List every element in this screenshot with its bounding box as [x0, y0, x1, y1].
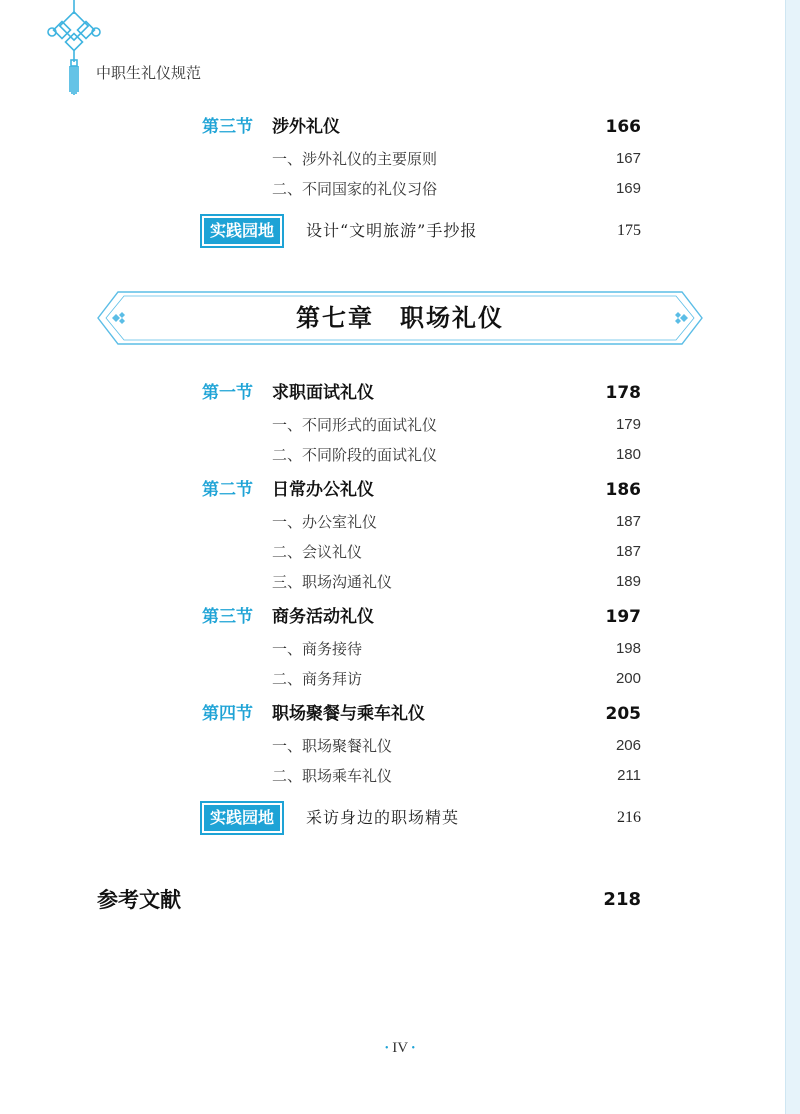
item-title: 二、商务拜访	[272, 670, 363, 688]
toc-item-row[interactable]	[0, 567, 800, 597]
toc-item-row[interactable]	[0, 440, 800, 470]
practice-badge: 实践园地	[202, 216, 282, 246]
item-page: 169	[615, 180, 641, 197]
section-label: 第三节	[202, 117, 253, 137]
item-page: 206	[615, 737, 641, 754]
references-title[interactable]: 参考文献	[97, 888, 181, 912]
section-title: 职场聚餐与乘车礼仪	[272, 704, 425, 724]
item-title: 一、涉外礼仪的主要原则	[272, 150, 438, 168]
page-number	[0, 1040, 800, 1057]
toc-item-row[interactable]	[0, 537, 800, 567]
item-page: 187	[615, 513, 641, 530]
section-page: 205	[605, 704, 641, 724]
item-title: 一、办公室礼仪	[272, 513, 378, 531]
chapter-title: 第七章 职场礼仪	[296, 304, 504, 332]
item-page: 187	[615, 543, 641, 560]
item-title: 二、不同阶段的面试礼仪	[272, 446, 438, 464]
toc-practice-row[interactable]	[0, 216, 800, 246]
practice-page: 216	[617, 809, 641, 826]
section-label: 第四节	[202, 704, 253, 724]
item-title: 二、职场乘车礼仪	[272, 767, 393, 785]
section-title: 求职面试礼仪	[272, 383, 374, 403]
section-page: 178	[605, 383, 641, 403]
section-title: 涉外礼仪	[272, 117, 340, 137]
toc-section-row[interactable]	[0, 602, 800, 632]
toc-section-row[interactable]	[0, 699, 800, 729]
toc-item-row[interactable]	[0, 144, 800, 174]
page-number-dot-left: •	[384, 1043, 389, 1055]
item-title: 一、不同形式的面试礼仪	[272, 416, 438, 434]
page-number-dot-right: •	[411, 1043, 416, 1055]
section-page: 186	[605, 480, 641, 500]
toc-item-row[interactable]	[0, 664, 800, 694]
toc-item-row[interactable]	[0, 410, 800, 440]
toc-practice-row[interactable]	[0, 803, 800, 833]
section-title: 商务活动礼仪	[272, 607, 374, 627]
page-number-text: IV	[392, 1040, 408, 1056]
practice-title: 采访身边的职场精英	[306, 808, 460, 827]
toc-section-row[interactable]	[0, 475, 800, 505]
item-page: 200	[615, 670, 641, 687]
chinese-knot-icon	[44, 0, 104, 96]
references-page: 218	[603, 889, 641, 910]
section-label: 第三节	[202, 607, 253, 627]
item-page: 198	[615, 640, 641, 657]
practice-badge: 实践园地	[202, 803, 282, 833]
section-title: 日常办公礼仪	[272, 480, 374, 500]
item-title: 三、职场沟通礼仪	[272, 573, 393, 591]
section-label: 第一节	[202, 383, 253, 403]
practice-page: 175	[617, 222, 641, 239]
item-page: 180	[615, 446, 641, 463]
item-page: 167	[615, 150, 641, 167]
toc-item-row[interactable]	[0, 174, 800, 204]
toc-item-row[interactable]	[0, 761, 800, 791]
item-title: 二、不同国家的礼仪习俗	[272, 180, 438, 198]
item-page: 179	[615, 416, 641, 433]
item-page: 189	[615, 573, 641, 590]
toc-item-row[interactable]	[0, 634, 800, 664]
book-title: 中职生礼仪规范	[96, 64, 202, 82]
toc-item-row[interactable]	[0, 731, 800, 761]
item-title: 一、职场聚餐礼仪	[272, 737, 393, 755]
item-title: 一、商务接待	[272, 640, 363, 658]
toc-item-row[interactable]	[0, 507, 800, 537]
toc-section-row[interactable]	[0, 112, 800, 142]
section-label: 第二节	[202, 480, 253, 500]
item-page: 211	[617, 767, 641, 784]
section-page: 166	[605, 117, 641, 137]
item-title: 二、会议礼仪	[272, 543, 363, 561]
section-page: 197	[605, 607, 641, 627]
toc-section-row[interactable]	[0, 378, 800, 408]
practice-title: 设计“文明旅游”手抄报	[306, 221, 478, 240]
